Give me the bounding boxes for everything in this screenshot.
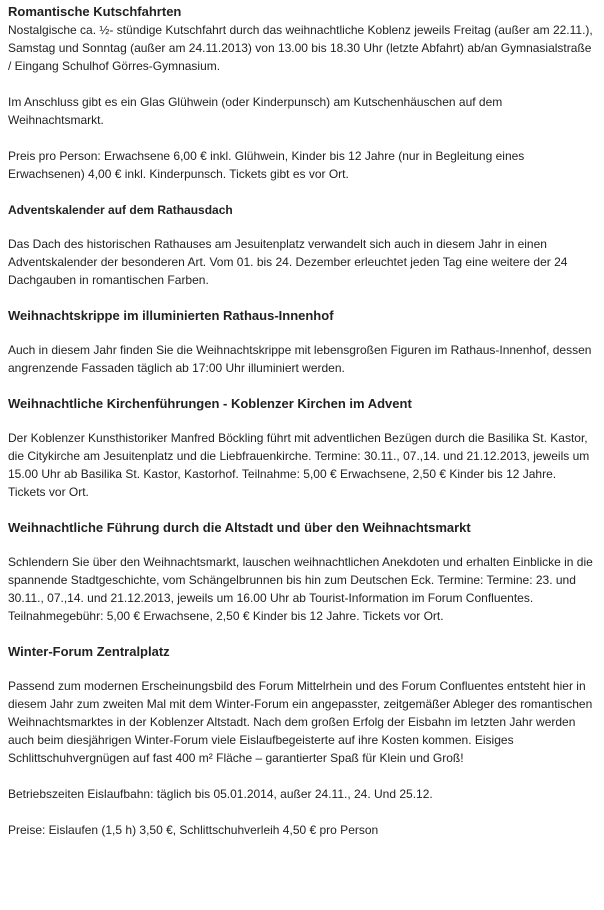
heading-altstadtfuehrung: Weihnachtliche Führung durch die Altstadt und über den Weihnachtsmarkt [8,520,471,535]
paragraph-adventskalender: Das Dach des historischen Rathauses am Jesuitenplatz verwandelt sich auch in diesem Jahr in einen Adventskalender der besonderen Art. Vom 01. bis 24. Dezember erleuchtet jeden Tag eine weitere der 24 Dachgauben in romantischen Farben. [8,237,568,287]
heading-weihnachtskrippe: Weihnachtskrippe im illuminierten Rathaus-Innenhof [8,308,334,323]
paragraph-winter-forum-2: Betriebszeiten Eislaufbahn: täglich bis 05.01.2014, außer 24.11., 24. Und 25.12. [8,787,433,801]
paragraph-winter-forum-3: Preise: Eislaufen (1,5 h) 3,50 €, Schlittschuhverleih 4,50 € pro Person [8,823,379,837]
paragraph-kutschfahrten-2: Im Anschluss gibt es ein Glas Glühwein (oder Kinderpunsch) am Kutschenhäuschen auf dem Weihnachtsmarkt. [8,95,503,127]
paragraph-altstadtfuehrung: Schlendern Sie über den Weihnachtsmarkt, lauschen weihnachtlichen Anekdoten und erhalten Einblicke in die spannende Stadtgeschichte, vom Schängelbrunnen bis hin zum Deutschen Eck. Termine: Termine: 23. und 30.11., 07.,14. und 21.12.2013, jeweils um 16.00 Uhr ab Tourist-Information im Forum Confluentes. Teilnahmegebühr: 5,00 € Erwachsene, 2,50 € Kinder bis 12 Jahre. Tickets vor Ort. [8,555,593,623]
heading-kirchenfuehrungen: Weihnachtliche Kirchenführungen - Koblenzer Kirchen im Advent [8,396,412,411]
paragraph-kirchenfuehrungen: Der Koblenzer Kunsthistoriker Manfred Böckling führt mit adventlichen Bezügen durch die Basilika St. Kastor, die Citykirche am Jesuitenplatz und die Liebfrauenkirche. Termine: 30.11., 07.,14. und 21.12.2013, jeweils um 15.00 Uhr ab Basilika St. Kastor, Kastorhof. Teilnahme: 5,00 € Erwachsene, 2,50 € Kinder bis 12 Jahre. Tickets vor Ort. [8,431,590,499]
heading-winter-forum: Winter-Forum Zentralplatz [8,644,170,659]
paragraph-kutschfahrten-3: Preis pro Person: Erwachsene 6,00 € inkl. Glühwein, Kinder bis 12 Jahre (nur in Begleitung eines Erwachsenen) 4,00 € inkl. Kinderpunsch. Tickets gibt es vor Ort. [8,149,525,181]
heading-adventskalender: Adventskalender auf dem Rathausdach [8,203,233,217]
paragraph-kutschfahrten-1: Nostalgische ca. ½- stündige Kutschfahrt durch das weihnachtliche Koblenz jeweils Freitag (außer am 22.11.), Samstag und Sonntag (außer am 24.11.2013) von 13.00 bis 18.30 Uhr (letzte Abfahrt) ab/an Gymnasialstraße / Eingang Schulhof Görres-Gymnasium. [8,23,593,73]
paragraph-winter-forum-1: Passend zum modernen Erscheinungsbild des Forum Mittelrhein und des Forum Confluentes entsteht hier in diesem Jahr zum zweiten Mal mit dem Winter-Forum ein angepasster, zeitgemäßer Ableger des romantischen Weihnachtsmarktes in der Koblenzer Altstadt. Nach dem großen Erfolg der Eisbahn im letzten Jahr werden auch beim diesjährigen Winter-Forum viele Eislaufbegeisterte auf ihre Kosten kommen. Eisiges Schlittschuhvergnügen auf fast 400 m² Fläche – garantierter Spaß für Klein und Groß! [8,679,593,765]
heading-kutschfahrten: Romantische Kutschfahrten [8,4,182,19]
paragraph-weihnachtskrippe: Auch in diesem Jahr finden Sie die Weihnachtskrippe mit lebensgroßen Figuren im Rathaus-Innenhof, dessen angrenzende Fassaden täglich ab 17:00 Uhr illuminiert werden. [8,343,592,375]
